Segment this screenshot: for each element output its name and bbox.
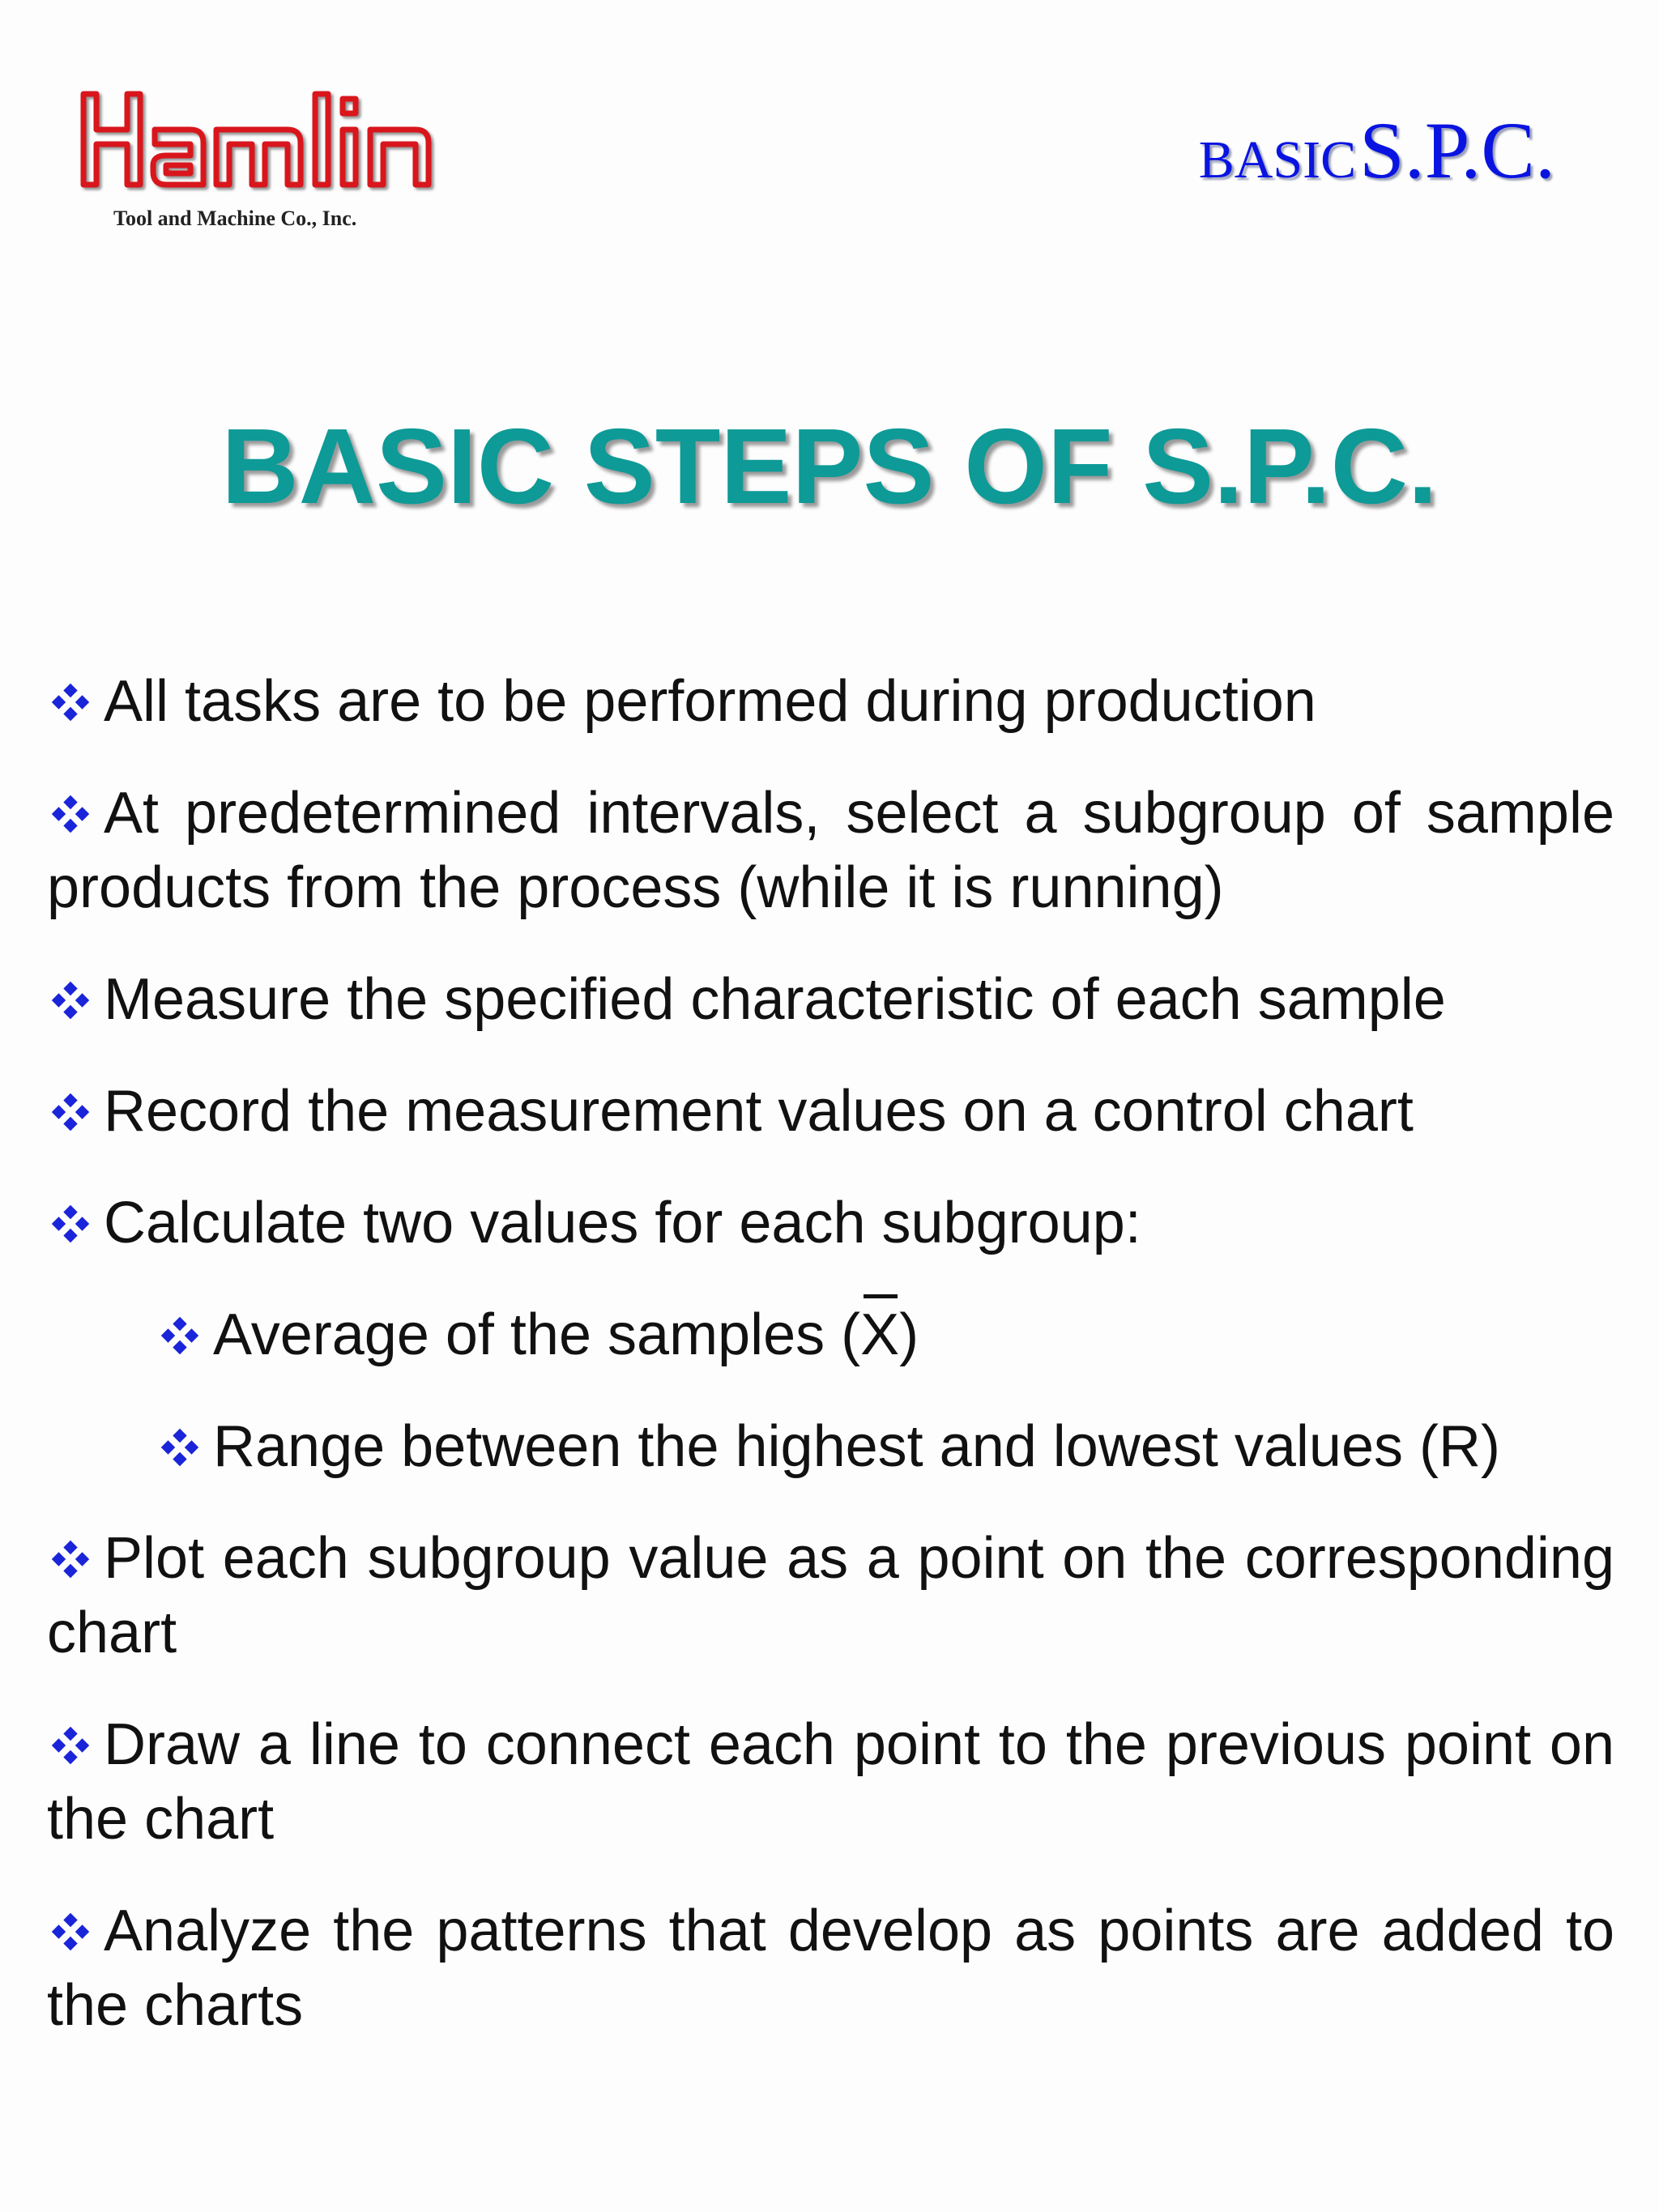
four-diamond-bullet-icon	[156, 1424, 203, 1471]
header-prefix: BASIC	[1198, 130, 1357, 190]
hamlin-wordmark-logo	[77, 81, 490, 202]
bullet-text-close: )	[899, 1302, 919, 1367]
x-bar-symbol: X	[860, 1298, 899, 1372]
four-diamond-bullet-icon	[47, 791, 94, 837]
four-diamond-bullet-icon	[47, 1200, 94, 1247]
steps-list	[47, 664, 1614, 2080]
list-item	[47, 776, 1614, 925]
header-suffix: S.P.C.	[1359, 105, 1555, 195]
bullet-text: Range between the highest and lowest values (R)	[213, 1414, 1500, 1479]
list-item	[47, 1894, 1614, 2043]
four-diamond-bullet-icon	[156, 1312, 203, 1359]
bullet-text: Measure the specified characteristic of each sample	[104, 967, 1446, 1032]
four-diamond-bullet-icon	[47, 1908, 94, 1955]
bullet-text: Draw a line to connect each point to the previous point on the chart	[47, 1712, 1614, 1852]
four-diamond-bullet-icon	[47, 1536, 94, 1583]
hamlin-logo	[77, 81, 490, 243]
four-diamond-bullet-icon	[47, 679, 94, 726]
bullet-text: Average of the samples (	[213, 1302, 861, 1367]
bullet-text: At predetermined intervals, select a subgroup of sample products from the process (while it is running)	[47, 781, 1614, 920]
bullet-text: Plot each subgroup value as a point on the corresponding chart	[47, 1526, 1614, 1665]
page-title: BASIC STEPS OF S.P.C.	[221, 407, 1438, 526]
list-item	[47, 1074, 1614, 1149]
sub-list-item	[156, 1298, 1614, 1372]
bullet-text: Calculate two values for each subgroup:	[104, 1191, 1141, 1255]
list-item	[47, 664, 1614, 739]
four-diamond-bullet-icon	[47, 1089, 94, 1136]
bullet-text: Record the measurement values on a control chart	[104, 1079, 1414, 1144]
logo-tagline: Tool and Machine Co., Inc.	[113, 207, 357, 230]
list-item	[47, 1707, 1614, 1856]
bullet-text: Analyze the patterns that develop as points are added to the charts	[47, 1899, 1614, 2038]
list-item	[47, 1186, 1614, 1260]
header-title	[1199, 104, 1555, 197]
four-diamond-bullet-icon	[47, 977, 94, 1024]
list-item	[47, 1521, 1614, 1670]
four-diamond-bullet-icon	[47, 1722, 94, 1769]
list-item	[47, 962, 1614, 1037]
bullet-text: All tasks are to be performed during production	[104, 669, 1316, 734]
sub-list-item	[156, 1409, 1614, 1484]
